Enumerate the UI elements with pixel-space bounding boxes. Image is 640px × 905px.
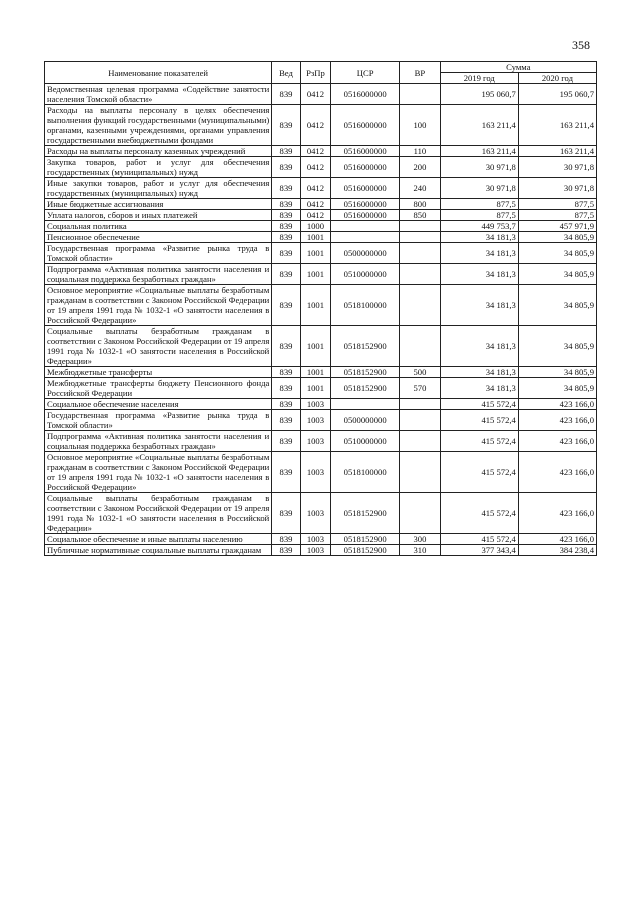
header-year-2020: 2020 год [518,73,596,84]
row-csr: 0518100000 [331,452,400,493]
row-sum-2019: 34 181,3 [440,232,518,243]
row-ved: 839 [272,210,300,221]
table-row [45,199,597,210]
header-sum: Сумма [440,62,596,73]
row-vr [400,399,441,410]
row-sum-2019: 415 572,4 [440,431,518,452]
row-sum-2020: 423 166,0 [518,493,596,534]
row-sum-2019: 377 343,4 [440,545,518,556]
table-row [45,399,597,410]
row-sum-2019: 34 181,3 [440,367,518,378]
row-sum-2020: 423 166,0 [518,534,596,545]
row-vr: 850 [400,210,441,221]
row-sum-2019: 30 971,8 [440,178,518,199]
row-name: Иные закупки товаров, работ и услуг для обеспечения государственных (муниципальных) нужд [45,178,272,199]
row-sum-2020: 34 805,9 [518,264,596,285]
row-rzpr: 1001 [300,232,330,243]
row-ved: 839 [272,326,300,367]
row-name: Социальные выплаты безработным гражданам в соответствии с Законом Российской Федерации от 19 апреля 1991 года № 1032-1 «О занятости населения в Российской Федерации» [45,493,272,534]
row-csr: 0510000000 [331,431,400,452]
row-sum-2020: 877,5 [518,199,596,210]
table-row [45,285,597,326]
row-csr [331,221,400,232]
row-sum-2019: 877,5 [440,210,518,221]
table-row [45,105,597,146]
row-sum-2020: 423 166,0 [518,410,596,431]
row-ved: 839 [272,285,300,326]
row-vr [400,221,441,232]
row-name: Расходы на выплаты персоналу казенных учреждений [45,146,272,157]
row-rzpr: 1003 [300,493,330,534]
row-ved: 839 [272,410,300,431]
table-row [45,378,597,399]
row-ved: 839 [272,178,300,199]
row-rzpr: 1003 [300,534,330,545]
row-ved: 839 [272,534,300,545]
row-sum-2020: 30 971,8 [518,178,596,199]
row-rzpr: 1001 [300,326,330,367]
row-sum-2019: 415 572,4 [440,493,518,534]
row-sum-2019: 449 753,7 [440,221,518,232]
row-sum-2020: 457 971,9 [518,221,596,232]
row-rzpr: 1000 [300,221,330,232]
row-vr: 310 [400,545,441,556]
table-row [45,534,597,545]
row-csr: 0518152900 [331,534,400,545]
header-rzpr: РзПр [300,62,330,84]
row-csr: 0516000000 [331,157,400,178]
row-sum-2020: 163 211,4 [518,105,596,146]
row-csr: 0518100000 [331,285,400,326]
row-vr: 800 [400,199,441,210]
row-sum-2019: 34 181,3 [440,326,518,367]
row-vr: 500 [400,367,441,378]
row-vr [400,243,441,264]
row-rzpr: 1003 [300,431,330,452]
table-row [45,367,597,378]
row-sum-2019: 415 572,4 [440,452,518,493]
row-ved: 839 [272,399,300,410]
row-sum-2020: 195 060,7 [518,84,596,105]
row-rzpr: 1001 [300,264,330,285]
row-sum-2020: 384 238,4 [518,545,596,556]
row-name: Межбюджетные трансферты [45,367,272,378]
row-rzpr: 1003 [300,399,330,410]
row-vr: 300 [400,534,441,545]
row-sum-2019: 34 181,3 [440,264,518,285]
table-row [45,84,597,105]
row-sum-2019: 415 572,4 [440,410,518,431]
table-row [45,326,597,367]
row-sum-2020: 423 166,0 [518,431,596,452]
row-sum-2019: 163 211,4 [440,105,518,146]
row-name: Закупка товаров, работ и услуг для обеспечения государственных (муниципальных) нужд [45,157,272,178]
budget-table [44,61,597,556]
row-csr: 0516000000 [331,199,400,210]
row-sum-2019: 877,5 [440,199,518,210]
row-rzpr: 0412 [300,178,330,199]
row-sum-2019: 415 572,4 [440,534,518,545]
row-name: Государственная программа «Развитие рынка труда в Томской области» [45,243,272,264]
table-row [45,157,597,178]
row-name: Основное мероприятие «Социальные выплаты безработным гражданам в соответствии с Законом Российской Федерации от 19 апреля 1991 года № 1032-1 «О занятости населения в Российской Федерации» [45,285,272,326]
row-vr [400,84,441,105]
row-name: Социальные выплаты безработным гражданам в соответствии с Законом Российской Федерации от 19 апреля 1991 года № 1032-1 «О занятости населения в Российской Федерации» [45,326,272,367]
row-csr: 0518152900 [331,326,400,367]
row-name: Социальное обеспечение населения [45,399,272,410]
table-row [45,410,597,431]
row-ved: 839 [272,378,300,399]
row-sum-2020: 163 211,4 [518,146,596,157]
row-name: Государственная программа «Развитие рынка труда в Томской области» [45,410,272,431]
row-sum-2020: 34 805,9 [518,232,596,243]
row-csr: 0518152900 [331,545,400,556]
row-sum-2020: 34 805,9 [518,243,596,264]
row-csr: 0518152900 [331,378,400,399]
table-row [45,493,597,534]
row-ved: 839 [272,545,300,556]
row-sum-2020: 423 166,0 [518,399,596,410]
row-sum-2019: 34 181,3 [440,243,518,264]
row-ved: 839 [272,146,300,157]
row-sum-2019: 34 181,3 [440,378,518,399]
row-csr: 0516000000 [331,84,400,105]
table-row [45,545,597,556]
row-rzpr: 1001 [300,285,330,326]
row-ved: 839 [272,493,300,534]
row-csr: 0510000000 [331,264,400,285]
row-rzpr: 1003 [300,545,330,556]
table-header [45,62,597,84]
row-vr: 240 [400,178,441,199]
table-row [45,232,597,243]
row-vr [400,431,441,452]
row-vr [400,232,441,243]
row-ved: 839 [272,221,300,232]
row-name: Пенсионное обеспечение [45,232,272,243]
row-csr: 0518152900 [331,493,400,534]
row-vr [400,410,441,431]
table-row [45,452,597,493]
row-ved: 839 [272,199,300,210]
header-csr: ЦСР [331,62,400,84]
table-row [45,221,597,232]
row-name: Иные бюджетные ассигнования [45,199,272,210]
row-sum-2020: 34 805,9 [518,285,596,326]
page-number: 358 [572,38,590,52]
row-name: Расходы на выплаты персоналу в целях обеспечения выполнения функций государственными (муниципальными) органами, казенными учреждениями, органами управления государственными внебюджетными фондами [45,105,272,146]
row-rzpr: 1003 [300,452,330,493]
row-sum-2020: 34 805,9 [518,378,596,399]
row-ved: 839 [272,431,300,452]
row-name: Уплата налогов, сборов и иных платежей [45,210,272,221]
row-rzpr: 0412 [300,210,330,221]
row-vr: 200 [400,157,441,178]
row-csr: 0516000000 [331,105,400,146]
row-vr [400,326,441,367]
row-name: Подпрограмма «Активная политика занятости населения и социальная поддержка безработных граждан» [45,431,272,452]
row-ved: 839 [272,232,300,243]
row-ved: 839 [272,264,300,285]
header-ved: Вед [272,62,300,84]
row-sum-2019: 195 060,7 [440,84,518,105]
row-rzpr: 0412 [300,105,330,146]
row-ved: 839 [272,452,300,493]
row-vr: 110 [400,146,441,157]
row-rzpr: 1003 [300,410,330,431]
row-rzpr: 0412 [300,84,330,105]
row-rzpr: 1001 [300,367,330,378]
row-sum-2020: 34 805,9 [518,326,596,367]
row-csr [331,399,400,410]
row-sum-2019: 30 971,8 [440,157,518,178]
row-csr: 0518152900 [331,367,400,378]
row-name: Подпрограмма «Активная политика занятости населения и социальная поддержка безработных граждан» [45,264,272,285]
row-vr [400,264,441,285]
row-ved: 839 [272,157,300,178]
row-rzpr: 1001 [300,243,330,264]
row-sum-2020: 30 971,8 [518,157,596,178]
row-sum-2020: 423 166,0 [518,452,596,493]
row-csr: 0516000000 [331,178,400,199]
row-ved: 839 [272,84,300,105]
row-rzpr: 0412 [300,146,330,157]
table-row [45,264,597,285]
row-ved: 839 [272,243,300,264]
table-body [45,84,597,556]
row-csr: 0500000000 [331,243,400,264]
row-name: Социальная политика [45,221,272,232]
row-rzpr: 0412 [300,157,330,178]
row-vr: 100 [400,105,441,146]
table-row [45,178,597,199]
table-row [45,146,597,157]
header-year-2019: 2019 год [440,73,518,84]
row-sum-2020: 34 805,9 [518,367,596,378]
row-name: Социальное обеспечение и иные выплаты населению [45,534,272,545]
row-name: Межбюджетные трансферты бюджету Пенсионного фонда Российской Федерации [45,378,272,399]
row-vr: 570 [400,378,441,399]
row-sum-2019: 163 211,4 [440,146,518,157]
row-csr: 0516000000 [331,146,400,157]
row-csr: 0516000000 [331,210,400,221]
row-ved: 839 [272,367,300,378]
table-row [45,243,597,264]
row-rzpr: 0412 [300,199,330,210]
row-name: Ведомственная целевая программа «Содействие занятости населения Томской области» [45,84,272,105]
row-vr [400,285,441,326]
row-sum-2019: 415 572,4 [440,399,518,410]
table-row [45,431,597,452]
row-rzpr: 1001 [300,378,330,399]
row-sum-2019: 34 181,3 [440,285,518,326]
row-sum-2020: 877,5 [518,210,596,221]
table-row [45,210,597,221]
row-vr [400,452,441,493]
header-name: Наименование показателей [45,62,272,84]
row-csr [331,232,400,243]
row-name: Публичные нормативные социальные выплаты гражданам [45,545,272,556]
row-vr [400,493,441,534]
row-csr: 0500000000 [331,410,400,431]
row-ved: 839 [272,105,300,146]
row-name: Основное мероприятие «Социальные выплаты безработным гражданам в соответствии с Законом Российской Федерации от 19 апреля 1991 года № 1032-1 «О занятости населения в Российской Федерации» [45,452,272,493]
header-vr: ВР [400,62,441,84]
